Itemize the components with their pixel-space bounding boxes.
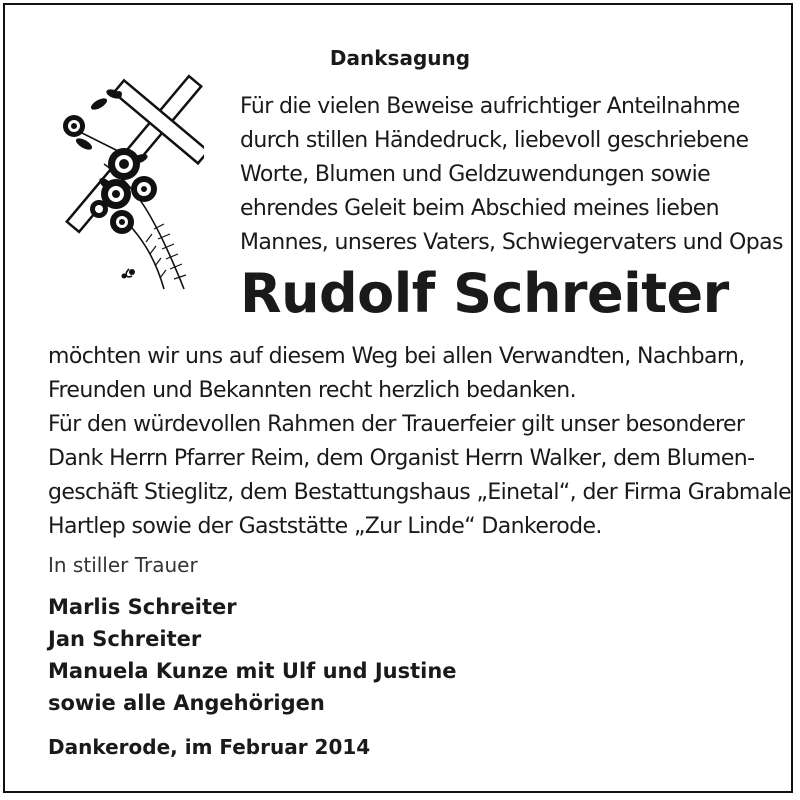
body-line: Hartlep sowie der Gaststätte „Zur Linde“ Dankerode. [48,514,602,539]
body-line: Für den würdevollen Rahmen der Trauerfeier gilt unser besonderer [48,412,745,437]
cross-with-roses-icon [44,64,204,294]
intro-line: Worte, Blumen und Geldzuwendungen sowie [240,162,711,187]
intro-line: durch stillen Händedruck, liebevoll geschriebene [240,128,749,153]
intro-text [240,90,783,260]
signer-name: sowie alle Angehörigen [48,691,325,715]
place-date: Dankerode, im Februar 2014 [48,735,371,759]
intro-line: Für die vielen Beweise aufrichtiger Anteilnahme [240,94,740,119]
signers-list [48,591,457,719]
signer-name: Marlis Schreiter [48,595,237,619]
body-line: geschäft Stieglitz, dem Bestattungshaus „Einetal“, der Firma Grabmale [48,480,792,505]
body-line: Freunden und Bekannten recht herzlich bedanken. [48,378,576,403]
body-line: Dank Herrn Pfarrer Reim, dem Organist Herrn Walker, dem Blumen- [48,446,755,471]
deceased-name: Rudolf Schreiter [240,262,729,325]
body-line: möchten wir uns auf diesem Weg bei allen Verwandten, Nachbarn, [48,344,745,369]
intro-line: ehrendes Geleit beim Abschied meines lieben [240,196,720,221]
notice-heading: Danksagung [329,46,471,70]
body-text [48,340,791,544]
signer-name: Jan Schreiter [48,627,202,651]
signer-name: Manuela Kunze mit Ulf und Justine [48,659,457,683]
intro-line: Mannes, unseres Vaters, Schwiegervaters und Opas [240,230,783,255]
mourning-label: In stiller Trauer [48,553,198,577]
